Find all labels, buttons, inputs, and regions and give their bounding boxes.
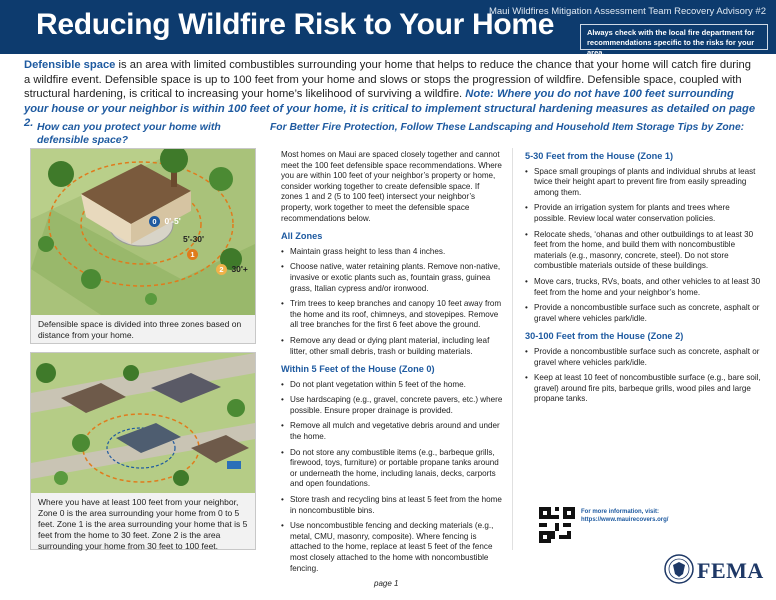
zone0-badge: 0 bbox=[149, 216, 160, 227]
intro-text: is an area with limited combustibles surrounding your home that helps to reduce the chance that your home will catch fire during a wildfire event. Defensible space is up to 100 feet from your home and slows or stops the progression of wildfire. Defensible space, coupled with structural hardening, is critical to increasing your home’s likelihood of surviving a wildfire. bbox=[24, 59, 751, 100]
list-item: • Trim trees to keep branches and canopy 10 feet away from the home and its roof, chimneys, and stovepipes. Remove all tree branches for the first 6 feet above the ground. bbox=[281, 299, 503, 331]
more-info-label: For more information, visit: bbox=[581, 509, 660, 515]
zone1-marker bbox=[183, 234, 204, 262]
page-title: Reducing Wildfire Risk to Your Home bbox=[36, 8, 555, 41]
page-number: page 1 bbox=[374, 579, 399, 588]
more-info-link[interactable]: https://www.mauirecovers.org/ bbox=[581, 517, 669, 523]
list-item: • Provide a noncombustible surface such as concrete, asphalt or gravel where vehicles park/idle. bbox=[525, 303, 763, 324]
list-item: • Remove all mulch and vegetative debris around and under the home. bbox=[281, 421, 503, 442]
list-item: • Do not plant vegetation within 5 feet of the home. bbox=[281, 380, 503, 391]
list-item: • Remove any dead or dying plant material, including leaf litter, other small debris, trash or building materials. bbox=[281, 336, 503, 357]
list-item: • Store trash and recycling bins at least 5 feet from the home in noncombustible bins. bbox=[281, 495, 503, 516]
zone0-heading: Within 5 Feet of the House (Zone 0) bbox=[281, 364, 435, 375]
zone1-badge: 1 bbox=[187, 249, 198, 260]
intro-term: Defensible space bbox=[24, 59, 116, 71]
header-banner bbox=[0, 0, 776, 57]
zone-diagram-panel bbox=[30, 148, 256, 344]
neighborhood-diagram-panel bbox=[30, 352, 256, 550]
zone0-label: 0'-5' bbox=[164, 216, 181, 226]
column1-intro: Most homes on Maui are spaced closely together and cannot meet the 100 feet defensible space recommendations. Where you are within 100 feet of your neighbor’s property or home, consider working together to create defensible space. If zones 1 and 2 (5 to 100 feet) intersect your neighbor’s property, work together to meet the defensible space recommendations below. bbox=[281, 150, 502, 223]
tips-column-1 bbox=[281, 150, 503, 579]
zone1-list bbox=[525, 167, 763, 325]
fema-logo: FEMA bbox=[697, 558, 764, 583]
notice-line-1: Always check with the local fire department for bbox=[587, 28, 755, 37]
list-item: • Maintain grass height to less than 4 inches. bbox=[281, 247, 503, 258]
list-item: • Provide an irrigation system for plants and trees where possible. Review local water conservation policies. bbox=[525, 203, 763, 224]
zone1-heading: 5-30 Feet from the House (Zone 1) bbox=[525, 151, 674, 161]
fire-department-notice bbox=[580, 24, 768, 57]
diagram-caption-2: Where you have at least 100 feet from your neighbor, Zone 0 is the area surrounding your home from 0 to 5 feet. Zone 1 is the area surrounding your home that is 5 feet from the home to 30 feet. Zone 2 is the area surrounding your home from 30 feet to 100 feet. bbox=[38, 497, 248, 551]
zone2-badge: 2 bbox=[216, 264, 227, 275]
more-info-block bbox=[581, 508, 691, 524]
right-heading: For Better Fire Protection, Follow These Landscaping and Household Item Storage Tips by Zone: bbox=[270, 122, 745, 133]
neighborhood-illustration bbox=[31, 353, 255, 493]
notice-line-2: recommendations specific to the risks for your area. bbox=[587, 38, 755, 57]
diagram-caption-1: Defensible space is divided into three zones based on distance from your home. bbox=[38, 319, 242, 340]
intro-paragraph bbox=[24, 58, 759, 131]
list-item: • Space small groupings of plants and individual shrubs at least twice their height apart to prevent fire from easily spreading among them. bbox=[525, 167, 763, 199]
list-item: • Relocate sheds, ‘ohanas and other outbuildings to at least 30 feet from the home, and build them with noncombustible materials (e.g., masonry, concrete, steel). Do not store combustible materials outside of these buildings. bbox=[525, 230, 763, 272]
list-item: • Do not store any combustible items (e.g., barbeque grills, firewood, toys, furniture) or portable propane tanks around or underneath the home, including lanais, decks, carports and open foundations. bbox=[281, 448, 503, 490]
list-item: • Provide a noncombustible surface such as concrete, asphalt or gravel where vehicles park/idle. bbox=[525, 347, 763, 368]
list-item: • Use hardscaping (e.g., gravel, concrete pavers, etc.) where possible. Ensure proper drainage is provided. bbox=[281, 395, 503, 416]
list-item: • Use noncombustible fencing and decking materials (e.g., metal, CMU, masonry, composite). Where fencing is attached to the home, replace at least 5 feet of the fence most closely attached to the home with noncombustible fencing. bbox=[281, 521, 503, 574]
tips-column-2 bbox=[525, 144, 763, 410]
all-zones-heading: All Zones bbox=[281, 231, 323, 242]
zone2-list bbox=[525, 347, 763, 405]
intro-note: Note: Where you do not have 100 feet surrounding your house or your neighbor is within 100 feet of your home, it is critical to implement structural hardening measures as detailed on page 2. bbox=[24, 88, 756, 129]
zone2-label: 30'+ bbox=[231, 264, 248, 274]
list-item: • Keep at least 10 feet of noncombustible surface (e.g., bare soil, gravel) around fire pits, barbeque grills, wood piles and large propane tanks. bbox=[525, 373, 763, 405]
advisory-label: Maui Wildfires Mitigation Assessment Team Recovery Advisory #2 bbox=[488, 6, 766, 17]
column-divider bbox=[512, 148, 513, 550]
dhs-seal-icon bbox=[664, 554, 694, 584]
all-zones-list bbox=[281, 247, 503, 357]
qr-code-icon[interactable] bbox=[539, 507, 575, 543]
left-heading: How can you protect your home with defensible space? bbox=[37, 121, 221, 146]
zone1-label: 5'-30' bbox=[183, 234, 205, 244]
list-item: • Move cars, trucks, RVs, boats, and other vehicles to at least 30 feet from the home and your neighbor’s home. bbox=[525, 277, 763, 298]
zone2-marker bbox=[216, 259, 248, 277]
zone2-heading: 30-100 Feet from the House (Zone 2) bbox=[525, 331, 684, 342]
zone0-marker bbox=[149, 211, 181, 229]
zone-diagram-illustration bbox=[31, 149, 255, 315]
zone0-list bbox=[281, 380, 503, 575]
list-item: • Choose native, water retaining plants. Remove non-native, invasive or exotic plants such as, fountain grass, guinea grass, Italian cypress and/or ironwood. bbox=[281, 262, 503, 294]
